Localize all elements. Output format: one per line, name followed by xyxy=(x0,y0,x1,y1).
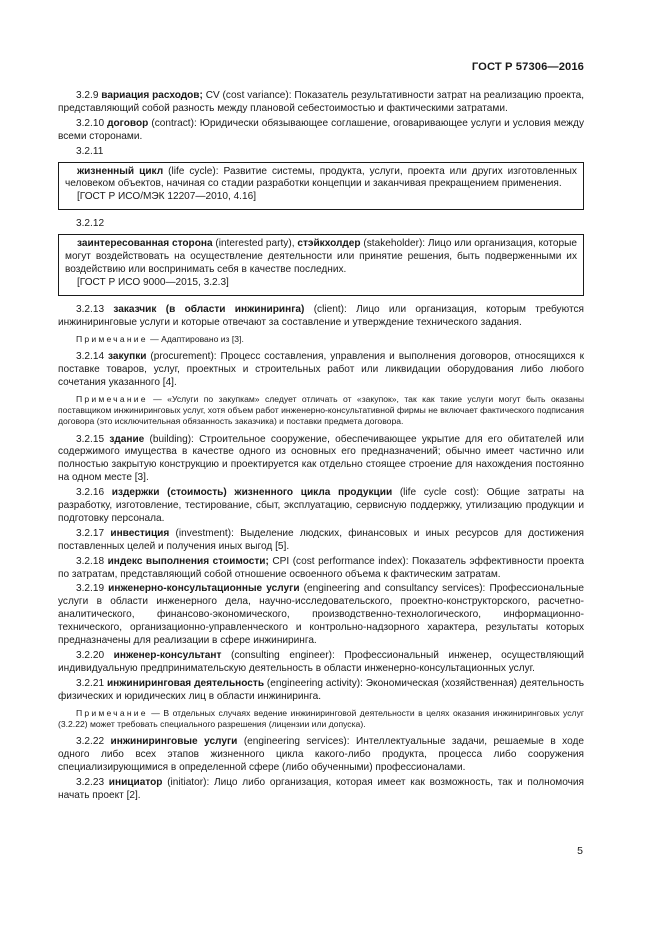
note-3-2-13 xyxy=(58,334,584,345)
term-synonym: стэйкхолдер xyxy=(297,238,361,250)
term-entry-3-2-23 xyxy=(58,777,584,803)
entry-number: 3.2.19 xyxy=(76,583,105,595)
entry-number: 3.2.21 xyxy=(76,677,105,689)
term-box-3-2-11 xyxy=(58,162,584,211)
term-name: инжиниринговая деятельность xyxy=(106,677,265,689)
term-definition: (building): Строительное сооружение, обеспечивающее укрытие для его обитателей или содержимого имущества в качестве одного из основных его предназначений; обычно имеет частично или полностью закрытую конструкцию и проектируется как отдельно стоящее строение для нахождения постоянно на одном месте [3]. xyxy=(58,433,584,484)
page-number: 5 xyxy=(577,845,583,857)
term-definition: CV (cost variance): Показатель результативности затрат на реализацию проекта, представляющий собой разность между плановой себестоимостью и фактическими затратами. xyxy=(58,90,584,114)
term-name: индекс выполнения стоимости; xyxy=(107,555,269,567)
term-definition: CPI (cost performance index): Показатель эффективности проекта по затратам, представляющий собой отношение освоенного объема к фактическим затратам. xyxy=(58,555,584,580)
note-3-2-14 xyxy=(58,394,584,428)
term-name: жизненный цикл xyxy=(77,165,164,177)
term-entry-3-2-13 xyxy=(58,304,584,330)
term-definition: (interested party), xyxy=(212,238,298,250)
term-entry-3-2-18 xyxy=(58,556,584,582)
term-entry-3-2-16 xyxy=(58,487,584,526)
term-name: инициатор xyxy=(108,776,163,788)
note-text: — «Услуги по закупкам» следует отличать от «закупок», так как такие услуги могут быть оказаны поставщиком инжиниринговых услуг, хотя объем работ инженерно-консультативной фирмы не включает фактического подписания договора (это исключительная обязанность заказчика) и поставки предмета договора. xyxy=(58,393,584,427)
note-text: — В отдельных случаях ведение инжиниринговой деятельности в целях оказания инжиниринговых услуг (3.2.22) может требовать специального разрешения (лицензии или допуска). xyxy=(58,707,584,729)
entry-number: 3.2.17 xyxy=(76,527,105,539)
entry-number: 3.2.9 xyxy=(76,90,99,101)
term-entry-3-2-17 xyxy=(58,528,584,554)
source-reference: [ГОСТ Р ИСО 9000—2015, 3.2.3] xyxy=(77,276,229,288)
term-name: инвестиция xyxy=(110,527,170,539)
note-label: Примечание xyxy=(76,393,148,404)
source-reference: [ГОСТ Р ИСО/МЭК 12207—2010, 4.16] xyxy=(77,191,257,203)
note-text: — Адаптировано из [3]. xyxy=(147,333,244,344)
term-box-3-2-12 xyxy=(58,234,584,296)
term-definition: (initiator): Лицо либо организация, которая имеет как возможность, так и полномочия начать проект [2]. xyxy=(58,776,585,801)
term-entry-3-2-15 xyxy=(58,434,584,486)
term-definition: (engineering activity): Экономическая (хозяйственная) деятельность физических и юридических лиц в области инжиниринга. xyxy=(58,677,584,702)
term-definition-cont: (stakeholder): Лицо или организация, которые могут воздействовать на осуществление деятельности или принятие решения, быть подверженными их воздействию или воспринимать себя в качестве последних. xyxy=(65,238,578,275)
term-entry-3-2-22 xyxy=(58,736,584,775)
term-definition: (engineering and consultancy services): Профессиональные услуги в области инженерного дела, научно-исследовательского, проектно-конструкторского, расчетно-аналитического, финансово-экономического, производственно-технологического, информационно-технического, организационно-управленческого и контрольно-надзорного характера, результаты которых предназначены для реализации в сфере инжиниринга. xyxy=(58,583,584,647)
terms-section xyxy=(58,90,584,805)
term-entry-3-2-14 xyxy=(58,351,584,390)
term-definition: (life cycle): Развитие системы, продукта, услуги, проекта или других изготовленных человеком объектов, начиная со стадии разработки концепции и заканчивая прекращением применения. xyxy=(65,165,577,190)
entry-number: 3.2.23 xyxy=(76,776,105,788)
term-name: инженер-консультант xyxy=(113,650,222,661)
term-definition: (client): Лицо или организация, которым требуются инжиниринговые услуги и которые отвечают за составление и утверждение технического задания. xyxy=(58,303,584,328)
term-definition: (investment): Выделение людских, финансовых и иных ресурсов для достижения поставленных целей и получения иных выгод [5]. xyxy=(58,527,584,552)
term-name: издержки (стоимость) жизненного цикла продукции xyxy=(111,487,393,499)
term-name: инжиниринговые услуги xyxy=(110,736,238,748)
entry-number: 3.2.16 xyxy=(76,487,105,499)
term-entry-3-2-11 xyxy=(65,166,577,192)
entry-number: 3.2.15 xyxy=(76,433,105,445)
note-label: Примечание xyxy=(76,707,148,718)
entry-number: 3.2.14 xyxy=(76,350,105,362)
entry-number: 3.2.22 xyxy=(76,736,105,748)
term-name: инженерно-консультационные услуги xyxy=(108,583,300,595)
term-definition: (life cycle cost): Общие затраты на разработку, изготовление, тестирование, сбыт, эксплуатацию, сервисную поддержку, утилизацию продукции и подготовку персонала. xyxy=(58,487,584,524)
term-name: здание xyxy=(109,433,145,445)
entry-number-3-2-11: 3.2.11 xyxy=(76,145,104,157)
entry-number: 3.2.20 xyxy=(76,650,105,661)
document-header: ГОСТ Р 57306—2016 xyxy=(471,61,584,73)
entry-number: 3.2.18 xyxy=(76,555,105,567)
note-label: Примечание xyxy=(76,333,148,344)
term-definition: (contract): Юридически обязывающее соглашение, оговаривающее услуги и условия между всеми сторонами. xyxy=(58,117,584,142)
term-definition: (procurement): Процесс составления, управления и выполнения договоров, относящихся к поставке товаров, услуг, проектных и строительных работ или ликвидации оборудования либо любого сочетания указанного [4]. xyxy=(58,350,584,388)
entry-number: 3.2.13 xyxy=(76,303,105,315)
term-name: договор xyxy=(107,117,149,129)
term-entry-3-2-12 xyxy=(65,238,577,277)
entry-number-3-2-12: 3.2.12 xyxy=(76,218,105,230)
term-name: заинтересованная сторона xyxy=(77,238,213,250)
term-entry-3-2-9 xyxy=(58,90,584,116)
term-name: заказчик (в области инжиниринга) xyxy=(113,303,305,315)
term-definition: (consulting engineer): Профессиональный инженер, осуществляющий индивидуальную предпринимательскую деятельность в области инженерно-консультационных услуг. xyxy=(58,650,584,674)
term-definition: (engineering services): Интеллектуальные задачи, решаемые в ходе одного либо всех этапов жизненного цикла какого-либо продукта, процесса либо сооружения специализирующимися в определенной сфере (либо обученными) профессионалами. xyxy=(58,736,584,774)
term-entry-3-2-10 xyxy=(58,118,584,144)
entry-number: 3.2.10 xyxy=(76,117,105,129)
term-name: вариация расходов; xyxy=(101,90,203,101)
term-entry-3-2-19 xyxy=(58,583,584,648)
term-name: закупки xyxy=(107,350,147,362)
note-3-2-21 xyxy=(58,708,584,731)
term-entry-3-2-21 xyxy=(58,678,584,704)
term-entry-3-2-20 xyxy=(58,650,584,676)
